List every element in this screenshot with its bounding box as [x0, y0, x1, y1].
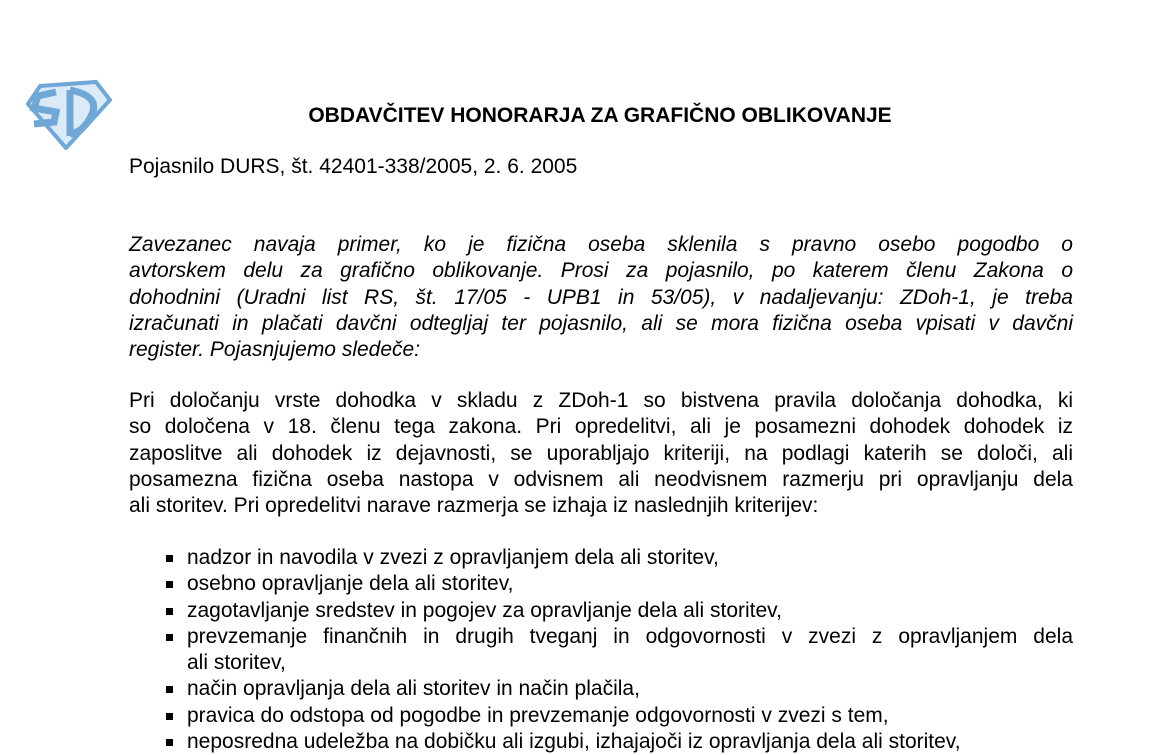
paragraph-explanation: [129, 388, 1073, 519]
paragraph-line: avtorskem delu za grafično oblikovanje. Prosi za pojasnilo, po katerem členu Zakona o: [129, 259, 1073, 283]
criteria-list: [160, 545, 1073, 755]
list-item: [160, 598, 1073, 624]
list-item-text: nadzor in navodila v zvezi z opravljanjem dela ali storitev,: [187, 546, 719, 569]
bullet-square-icon: [166, 581, 173, 588]
list-item: [160, 624, 1073, 677]
paragraph-line: Zavezanec navaja primer, ko je fizična oseba sklenila s pravno osebo pogodbo o: [129, 233, 1073, 256]
paragraph-line: izračunati in plačati davčni odtegljaj ter pojasnilo, ali se mora fizična oseba vpisati v davčni: [129, 311, 1073, 335]
list-item-text: neposredna udeležba na dobičku ali izgubi, izhajajoči iz opravljanja dela ali storitev,: [187, 730, 961, 754]
list-item: [160, 571, 1073, 597]
list-item: [160, 545, 1073, 571]
paragraph-line: ali storitev. Pri opredelitvi narave razmerja se izhaja iz naslednjih kriterijev:: [129, 494, 819, 518]
list-item: [160, 729, 1073, 755]
bullet-square-icon: [166, 713, 173, 720]
list-item: [160, 703, 1073, 729]
bullet-square-icon: [166, 608, 173, 615]
paragraph-line: so določena v 18. členu tega zakona. Pri opredelitvi, ali je posamezni dohodek dohodek iz: [129, 415, 1073, 439]
paragraph-line: dohodnini (Uradni list RS, št. 17/05 - UPB1 in 53/05), v nadaljevanju: ZDoh-1, je treba: [129, 285, 1073, 309]
bullet-square-icon: [166, 555, 173, 562]
paragraph-question: [129, 232, 1073, 363]
paragraph-line: posamezna fizična oseba nastopa v odvisnem ali neodvisnem razmerju pri opravljanju dela: [129, 467, 1073, 491]
bullet-square-icon: [166, 634, 173, 641]
list-item: [160, 676, 1073, 702]
list-item-text: pravica do odstopa od pogodbe in prevzemanje odgovornosti v zvezi s tem,: [187, 703, 889, 727]
list-item-text: prevzemanje finančnih in drugih tveganj in odgovornosti v zvezi z opravljanjem dela: [187, 624, 1073, 648]
bullet-square-icon: [166, 686, 173, 693]
list-item-text: zagotavljanje sredstev in pogojev za opravljanje dela ali storitev,: [187, 598, 782, 622]
list-item-text: način opravljanja dela ali storitev in način plačila,: [187, 677, 640, 701]
list-item-text: ali storitev,: [187, 651, 286, 675]
paragraph-line: register. Pojasnjujemo sledeče:: [129, 338, 421, 362]
paragraph-line: Pri določanju vrste dohodka v skladu z ZDoh-1 so bistvena pravila določanja dohodka, ki: [129, 389, 1073, 412]
document-title: OBDAVČITEV HONORARJA ZA GRAFIČNO OBLIKOVANJE: [308, 104, 892, 127]
list-item-text: osebno opravljanje dela ali storitev,: [187, 572, 514, 596]
paragraph-line: zaposlitve ali dohodek iz dejavnosti, se uporabljajo kriteriji, na podlagi katerih se določi, ali: [129, 441, 1073, 465]
document-subtitle: Pojasnilo DURS, št. 42401-338/2005, 2. 6. 2005: [129, 155, 578, 178]
